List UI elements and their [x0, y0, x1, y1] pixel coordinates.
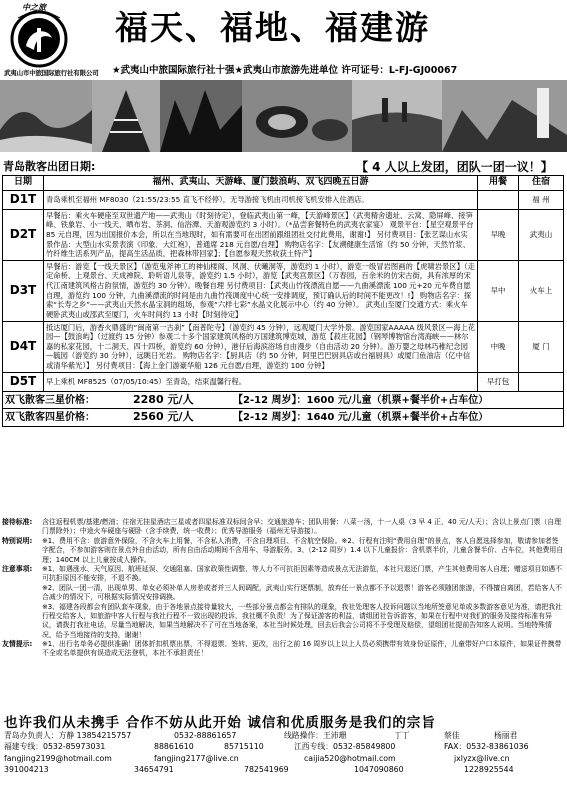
child-price: 【2-12 周岁】：1600 元/儿童（机票+餐半价+占车位） — [233, 394, 489, 406]
photo-peaks — [160, 80, 242, 152]
day-hotel: 武夷山 — [519, 209, 564, 260]
note-text: ※2、团队一团一清，出现单男、单女必须补单人房差或者并三人间调配，武夷山实行逐票制，放弃任一景点都不予以退票！游客必须随团旅游，不得擅自离团，若给客人不合减少的情况下，可根据实际情况安排调换。 — [42, 583, 563, 602]
note-text: ※1、费用不含：旅游意外保险，不含火车上用餐，不含私人消费，不含自理项目、不含航空保险。※2、行程有注明“费用自理”的景点，客人自愿选择参加，敬请参加者签字配合，不参加游客则在景点外自由活动，所有自由活动期间不含用车、导游服务。3、（2-12 周岁）1.4 以下儿童报价：含机票半价，儿童含餐半价、占车位，其他费用自理；140CM 以上儿童按成人操作。 — [42, 536, 564, 564]
note-label: 接待标准: — [2, 518, 33, 526]
table-row — [3, 260, 564, 321]
contact-row — [4, 730, 564, 741]
day-hotel — [519, 372, 564, 391]
phone: 0532-88861657 — [174, 731, 237, 740]
qq-number: 1047090860 — [354, 764, 404, 774]
email-link[interactable]: fangjing2177@live.cn — [154, 753, 239, 763]
itinerary-table — [2, 175, 564, 427]
note-label: 特别说明: — [2, 536, 33, 545]
email-link[interactable]: caijia520@hotmail.com — [304, 753, 396, 763]
qq-number: 1228925544 — [464, 764, 514, 774]
note-item — [2, 603, 564, 641]
day-meal: 早中 — [478, 260, 519, 321]
price-label: 双飞散客三星价格： — [5, 394, 95, 406]
table-row — [3, 190, 564, 209]
qq-number: 34654791 — [134, 764, 174, 774]
qq-number: 782541969 — [244, 764, 289, 774]
day-hotel: 厦 门 — [519, 321, 564, 372]
day-label: D5T — [3, 372, 44, 391]
note-item — [2, 565, 564, 584]
contact-row — [4, 741, 564, 752]
note-item — [2, 537, 564, 565]
photo-city-coast — [352, 80, 442, 152]
note-item — [2, 518, 564, 537]
price-value: 2560 元/人 — [133, 410, 194, 424]
note-text: ※1、出行名单务必提供准确！团体折扣机票出票，不得退票、签转、更改，出行之前 16 周岁以上以上人员必须携带有效身份证原件，儿童带好户口本原件，如果证件携带不全或名单提供有误造成无法登机，本社不承担责任！ — [42, 640, 562, 658]
day-meal: 中晚 — [478, 321, 519, 372]
operator: 线路操作：王沛珊 — [284, 731, 347, 740]
note-item — [2, 640, 564, 659]
slogan: 也许我们从未携手 合作不妨从此开始 诚信和优质服务是我们的宗旨 — [4, 715, 436, 731]
company-name: 武夷山市中旅国际旅行社有限公司 — [4, 69, 99, 77]
day-label: D1T — [3, 190, 44, 209]
note-item — [2, 584, 564, 603]
day-label: D3T — [3, 260, 44, 321]
table-header — [3, 176, 564, 191]
license-line: ★武夷山中旅国际旅行社十强★武夷山市旅游先进单位 许可证号：L-FJ-GJ00067 — [112, 65, 458, 76]
jiangxi-line: 江西专线：0532-85849800 — [294, 742, 396, 752]
price-row — [3, 409, 564, 427]
note-label — [2, 584, 42, 603]
fax: FAX：0532-83861036 — [444, 742, 529, 752]
contact-block — [4, 730, 564, 775]
email-link[interactable]: jxlyzx@live.cn — [454, 753, 510, 763]
photo-strip — [0, 80, 567, 152]
day-meal: 早打包 — [478, 372, 519, 391]
note-label: 注意事项: — [2, 564, 33, 573]
day-hotel: 福 州 — [519, 190, 564, 209]
photo-mountain-stream — [0, 80, 92, 152]
photo-tulou — [242, 80, 352, 152]
price-label: 双飞散客四星价格： — [5, 412, 95, 424]
note-text: ※3、福建各段都会有团队套车现象，由于各地景点接待量较大，一些部分景点都会有排队的现象，我社处理客人投诉问题以当地所签意见单或多数游客意见为准，请把我社行程交给客人，如旅游中客人行程与我社行程不一致出现的投诉，我社概不负责！为了保证游客的利益，请组团社告诉游客，如果在行程中对我们的服务及接待标准有异议，请拨打我社电话，尽量当地解决，如果当地解决不了可在当地备案，本社当时候处理，回去后我会公司将不予受理及赔偿，望组团社提前告知客人说明。当地特殊情况，给予当地接待的支持，谢谢！ — [42, 602, 563, 639]
price-row — [3, 391, 564, 409]
contact-row — [4, 753, 564, 764]
day-text: 早餐后：乘火车硬座至双世遗产地——武夷山（时刻待定），登临武夷山第一峰，【天游峰景区】（武夷精舍遗址、云窝、隐屏峰、接笋峰、铁象岩、小一线天、晒布岩、茶洞、仙浴潭、天游观游览约 3 小时）。（*品尝套餐特色的武夷农家宴） 观景平台：【星空观景平台 85 元自理，因为出国报价本会，所以在当地现时，如有需要可在出团前跟组团社交付此费用，谢谢!】 另付费项目：【张艺谋山水实景作品：大型山水实景表演《印象．大红袍》，普通席 218 元自愿/自理】 购物店名字：【友溯健康生活馆（约 50 分钟，天然竹浆、竹纤维生活系列产品，提高生活品质，把森林带回家】；【自愿参观天然收获土特产】 — [44, 209, 478, 260]
header — [0, 0, 567, 80]
note-text: 含往返程机票/基建/燃油；住宿无挂星酒店三星或者四星标准双标间含早；交通旅游车；团队用餐：八菜一汤，十一人桌（3 早 4 正，40 元/人天）；含以上景点门票（自理门票除外）；中途火车硬座与硬卧（含手续费，统一收费）；优秀导游服务（福州无导游接）。 — [42, 518, 562, 536]
photo-pagoda — [92, 80, 160, 152]
logo-caption: 中之旅 — [22, 3, 46, 12]
day-meal — [478, 190, 519, 209]
qq-number: 391004213 — [4, 764, 49, 774]
price-value: 2280 元/人 — [133, 392, 194, 406]
note-text: ※1、如遇涨水、天气原因、航班延误、交通阻塞、国家政策性调整、等人力不可抗拒因素等造成景点无法游览，本社只退还门票，产生其他费用客人自理；赠送项目如遇不可抗拒原因不能安排，不退不换。 — [42, 564, 563, 583]
note-label: 友情提示: — [2, 640, 33, 649]
table-row — [3, 321, 564, 372]
col-route: 福州、武夷山、天游峰、厦门鼓浪屿、双飞四晚五日游 — [44, 176, 478, 191]
manager-contact: 青岛办负责人：方静 13854215757 — [4, 731, 132, 740]
company-logo — [8, 6, 70, 68]
notes-section — [2, 518, 564, 659]
photo-statue-rocks — [442, 80, 567, 152]
day-text: 早餐后：游览【一线天景区】（游览鬼斧神工的神仙楼阁、风洞、伏曦洞等，游览约 1 小时），游览一级冒岩图画的【虎啸岩景区】（走定命桥、上观景台、天成禅院、聆听语儿泉等，游览约 1.5 小时），游览【武夷宫景区】（万春园，百余米的仿宋古街，具有浓厚的宋代江南建筑风格古韵氛情，游览约 30 分钟）。晚餐自理 另付费项目：【武夷山竹筏漂流自愿——九曲溪漂流 100 元+20 元车费自愿自理，游览约 100 分钟，九曲溪漂流的时间是由九曲竹筏调度中心统一安排调度，预订确认后的时间不能更改！!】 购物店名字：探索“长寿之乡”——武夷山天然水晶宝洞的组场，参观“六样七彩”水晶文化展示中心（约 40 分钟）。 武夷山至厦门交通方式：乘火车硬卧武夷山或邵武至厦门，火车时间约 13 小时【时刻待定】 — [44, 260, 478, 321]
departure-label: 青岛散客出团日期: — [3, 160, 96, 173]
col-meal: 用餐 — [478, 176, 519, 191]
table-row — [3, 209, 564, 260]
day-text: 抵达厦门后，游香火鼎盛的“闽南第一古刹”【南普陀寺】（游览约 45 分钟），远观厦门大学外景。游览国家AAAAA 级风景区—海上花园—【鼓浪屿】（过渡约 15 分钟）参观二十多个国家建筑风格的万国建筑博览城，游览【菽庄花园】（钢琴博物馆台湾海峡——林尔嘉的私家花园，十二洞天、四十四桥，游览约 60 分钟），港仔后海滨浴场自由漫步（自由活动 20 分钟）。游万婴之母林巧稚纪念园—毓园（游览约 30 分钟），远眺日光岩。 购物店名字：【厨具店（约 50 分钟，阿里巴巴厨具店或台福厨具）或厦门鱼油店（亿中信或清华紫光）】 另付费项目：【海上金门游豪华船 126 元自愿/自理，游览约 100 分钟】 — [44, 321, 478, 372]
table-row — [3, 372, 564, 391]
day-label: D2T — [3, 209, 44, 260]
phone: 85715110 — [224, 742, 264, 752]
fujian-line: 福建专线：0532-85973031 — [4, 742, 106, 752]
operator-name: 杨丽君 — [494, 731, 518, 740]
day-text: 青岛乘机至福州 MF8030（21:55/23:55 直飞不经停），无导游接飞机由司机接飞机安排入住酒店。 — [44, 190, 478, 209]
contact-row — [4, 764, 564, 775]
group-note: 【 4 人以上发团，团队一团一议！】 — [356, 160, 553, 174]
day-hotel: 火车上 — [519, 260, 564, 321]
page-title: 福天、福地、福建游 — [115, 8, 430, 47]
phone: 88861610 — [154, 742, 194, 752]
day-meal: 早晚 — [478, 209, 519, 260]
col-date: 日期 — [3, 176, 44, 191]
day-label: D4T — [3, 321, 44, 372]
operator-name: 丁丁 — [394, 731, 410, 740]
col-hotel: 住宿 — [519, 176, 564, 191]
operator-name: 蔡佳 — [444, 731, 460, 740]
day-text: 早上乘机 MF8525（07/05/10:45）至青岛，结束温馨行程。 — [44, 372, 478, 391]
note-label — [2, 603, 42, 641]
email-link[interactable]: fangjing2199@hotmail.com — [4, 753, 112, 763]
child-price: 【2-12 周岁】：1640 元/儿童（机票+餐半价+占车位） — [233, 412, 489, 424]
